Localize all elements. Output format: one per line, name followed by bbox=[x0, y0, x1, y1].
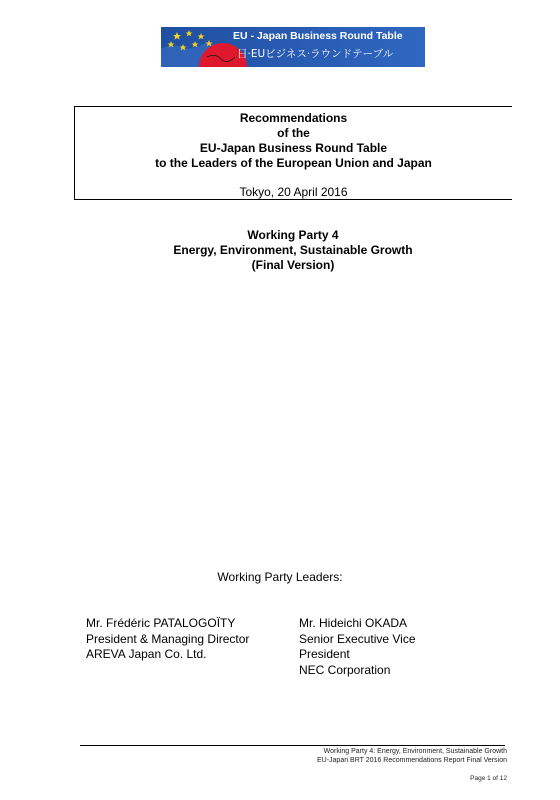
title-line-1: Recommendations bbox=[239, 111, 348, 125]
footer-line-1: Working Party 4: Energy, Environment, Sustainable Growth bbox=[323, 748, 507, 755]
footer-divider bbox=[80, 745, 505, 746]
leaders-heading: Working Party Leaders: bbox=[217, 570, 343, 584]
document-date: Tokyo, 20 April 2016 bbox=[239, 185, 348, 199]
leader-left-role: President & Managing Director bbox=[86, 631, 250, 646]
title-line-2: of the bbox=[277, 126, 310, 140]
document-title bbox=[75, 111, 512, 171]
eu-japan-brt-logo-banner bbox=[161, 27, 425, 67]
leader-right bbox=[299, 616, 416, 678]
leader-left-name: Mr. Frédéric PATALOGOÏTY bbox=[86, 616, 236, 630]
working-party-topic: Energy, Environment, Sustainable Growth bbox=[173, 243, 413, 257]
working-party-block bbox=[74, 228, 512, 273]
leader-left-company: AREVA Japan Co. Ltd. bbox=[86, 647, 207, 661]
leader-right-company: NEC Corporation bbox=[299, 662, 391, 677]
title-line-4: to the Leaders of the European Union and Japan bbox=[155, 156, 432, 170]
working-party-name: Working Party 4 bbox=[247, 228, 339, 242]
leader-left bbox=[86, 616, 249, 663]
page-number: Page 1 of 12 bbox=[470, 775, 507, 782]
leader-right-name: Mr. Hideichi OKADA bbox=[299, 616, 408, 630]
banner-subtitle: 日·EUビジネス·ラウンドテーブル bbox=[237, 48, 394, 60]
footer-line-2: EU-Japan BRT 2016 Recommendations Report Final Version bbox=[316, 756, 507, 764]
leader-right-role-line2: President bbox=[299, 647, 350, 661]
title-box bbox=[74, 106, 512, 200]
title-line-3: EU-Japan Business Round Table bbox=[199, 141, 388, 155]
page-footer bbox=[317, 748, 507, 765]
banner-title: EU - Japan Business Round Table bbox=[233, 30, 403, 42]
working-party-version: (Final Version) bbox=[251, 258, 335, 272]
leader-right-role-line1: Senior Executive Vice bbox=[299, 631, 416, 646]
